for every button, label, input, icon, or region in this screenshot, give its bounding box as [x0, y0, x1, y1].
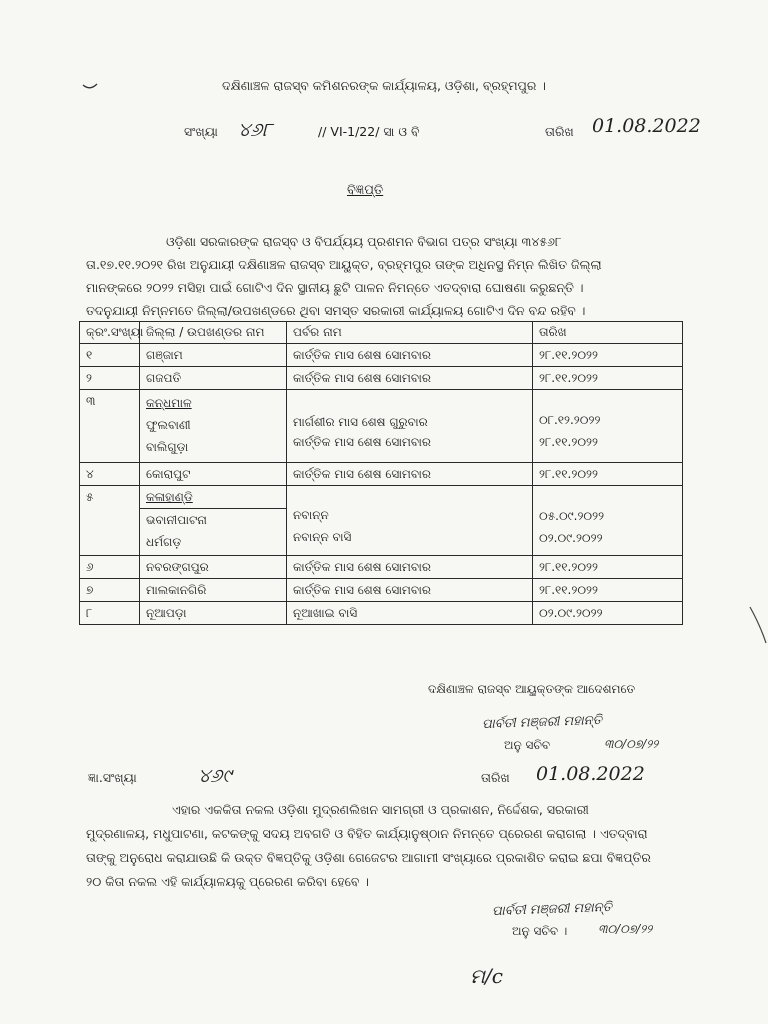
- cell-date: ୨୮.୧୧.୨୦୨୨: [533, 556, 683, 579]
- office-header: ଦକ୍ଷିଣାଞ୍ଚଳ ରାଜସ୍ବ କମିଶନରଙ୍କ କାର୍ଯ୍ୟାଳୟ, ଓଡ଼ିଶା, ବ୍ରହ୍ମପୁର ।: [222, 78, 546, 93]
- table-row: [80, 579, 683, 602]
- cell-festival: କାର୍ତ୍ତିକ ମାସ ଶେଷ ସୋମବାର: [287, 463, 533, 486]
- number-value: ୪୬୮: [238, 119, 273, 141]
- district-name: କନ୍ଧମାଳ: [146, 396, 192, 410]
- cell-serial: ୮: [80, 602, 140, 625]
- holiday-table: [79, 321, 683, 625]
- order-line: ଦକ୍ଷିଣାଞ୍ଚଳ ରାଜସ୍ବ ଆୟୁକ୍ତଙ୍କ ଆଦେଶମତେ: [428, 682, 636, 696]
- notice-title: ବିଜ୍ଞପ୍ତି: [347, 183, 384, 198]
- cell-date: ୨୮.୧୧.୨୦୨୨: [533, 579, 683, 602]
- notice-line: ଓଡ଼ିଶା ସରକାରଙ୍କ ରାଜସ୍ବ ଓ ବିପର୍ଯ୍ୟୟ ପ୍ରଶମନ ବିଭାଗ ପତ୍ର ସଂଖ୍ୟା ୩୪୫୬୮: [166, 234, 562, 249]
- cell-district: ନବରଙ୍ଗପୁର: [140, 556, 287, 579]
- date-label: ତାରିଖ: [545, 124, 574, 139]
- memo-line: ୨୦ କିତା ନକଲ ଏହି କାର୍ଯ୍ୟାଳୟକୁ ପ୍ରେରଣ କରିବା ହେବେ ।: [86, 874, 370, 889]
- cell-serial: ୭: [80, 579, 140, 602]
- festival-name: ନବାନ୍ନ: [293, 507, 329, 522]
- cell-festival: [287, 486, 533, 556]
- file-reference: // VI-1/22/ ସା ଓ ବି: [318, 124, 420, 139]
- cell-festival: କାର୍ତ୍ତିକ ମାସ ଶେଷ ସୋମବାର: [287, 556, 533, 579]
- cell-date: ୨୮.୧୧.୨୦୨୨: [533, 367, 683, 390]
- date-value: 01.08.2022: [592, 115, 701, 137]
- table-row: [80, 390, 683, 463]
- cell-district: ନୂଆପଡ଼ା: [140, 602, 287, 625]
- cell-district: କୋରାପୁଟ: [140, 463, 287, 486]
- district-name: କଳାହାଣ୍ଡି: [140, 486, 286, 509]
- initials-mark: ମ/c: [470, 964, 503, 988]
- cell-festival: କାର୍ତ୍ତିକ ମାସ ଶେଷ ସୋମବାର: [287, 579, 533, 602]
- table-row: [80, 344, 683, 367]
- cell-festival: [287, 390, 533, 463]
- cell-serial: ୬: [80, 556, 140, 579]
- festival-name: ନବାନ୍ନ ବାସି: [293, 529, 352, 544]
- table-row: [80, 556, 683, 579]
- cell-date: ୨୮.୧୧.୨୦୨୨: [533, 344, 683, 367]
- cell-festival: କାର୍ତ୍ତିକ ମାସ ଶେଷ ସୋମବାର: [287, 367, 533, 390]
- memo-number-value: ୪୬୯: [198, 765, 232, 787]
- header-date: ତାରିଖ: [533, 322, 683, 344]
- subdivision-name: ଧର୍ମଗଡ଼: [146, 535, 182, 549]
- cell-date: [533, 486, 683, 556]
- memo-line: ଏହାର ଏକକିତା ନକଲ ଓଡ଼ିଶା ମୁଦ୍ରଣଲିଖନ ସାମଗ୍ରୀ ଓ ପ୍ରକାଶନ, ନିର୍ଦ୍ଦେଶକ, ସରକାରୀ: [172, 802, 589, 817]
- cell-district: [140, 486, 287, 556]
- cell-date: ୦୨.୦୯.୨୦୨୨: [533, 602, 683, 625]
- memo-date-label: ତାରିଖ: [481, 770, 510, 785]
- festival-name: କାର୍ତ୍ତିକ ମାସ ଶେଷ ସୋମବାର: [293, 435, 431, 449]
- signature-date: ୩୦/୦୭/୨୨: [598, 922, 653, 936]
- date-entry: ୨୮.୧୧.୨୦୨୨: [539, 435, 598, 449]
- cell-district: ଗଞ୍ଜାମ: [140, 344, 287, 367]
- subdivision-name: ଭବାନୀପାଟନା: [146, 513, 207, 527]
- cell-serial: ୧: [80, 344, 140, 367]
- table-row: [80, 486, 683, 556]
- cell-district: ଗଜପତି: [140, 367, 287, 390]
- cell-district: [140, 390, 287, 463]
- notice-line: ତଦନୁଯାୟୀ ନିମ୍ନମତେ ଜିଲ୍ଲା/ଉପଖଣ୍ଡରେ ଥିବା ସମସ୍ତ ସରକାରୀ କାର୍ଯ୍ୟାଳୟ ଗୋଟିଏ ଦିନ ବନ୍ଦ ରହିବ ।: [86, 303, 586, 318]
- cell-serial: ୩: [80, 390, 140, 463]
- signature-date: ୩୦/୦୭/୨୨: [604, 737, 659, 751]
- signature-name: ପାର୍ବତୀ ମଞ୍ଜରୀ ମହାନ୍ତି: [491, 899, 613, 920]
- subdivision-name: ବାଲିଗୁଡ଼ା: [146, 440, 189, 454]
- cell-date: [533, 390, 683, 463]
- signature-name: ପାର୍ବତୀ ମଞ୍ଜରୀ ମହାନ୍ତି: [481, 712, 603, 733]
- notice-body: [86, 230, 686, 322]
- memo-body: [86, 798, 686, 894]
- table-row: [80, 463, 683, 486]
- signature-designation: ଅନୁ ସଚିବ ।: [512, 924, 568, 938]
- memo-date-value: 01.08.2022: [536, 763, 645, 785]
- festival-name: ମାର୍ଗଶୀର ମାସ ଶେଷ ଗୁରୁବାର: [293, 415, 428, 429]
- cell-serial: ୪: [80, 463, 140, 486]
- cell-serial: ୫: [80, 486, 140, 556]
- notice-line: ତା.୧୭.୧୧.୨୦୨୧ ରିଖ ଅନୁଯାୟୀ ଦକ୍ଷିଣାଞ୍ଚଳ ରାଜସ୍ବ ଆୟୁକ୍ତ, ବ୍ରହ୍ମପୁର ତାଙ୍କ ଅଧିନସ୍ଥ ନିମ୍ନ ଲିଖିତ ଜିଲ୍ଲା: [86, 257, 602, 272]
- memo-line: ତାଙ୍କୁ ଅନୁରୋଧ କରାଯାଉଛି କି ଉକ୍ତ ବିଜ୍ଞପ୍ତିକୁ ଓଡ଼ିଶା ଗେଜେଟର ଆଗାମୀ ସଂଖ୍ୟାରେ ପ୍ରକାଶିତ କରାଇ ଛପା ବିଜ୍ଞପ୍ତିର: [86, 850, 651, 865]
- date-entry: ୦୫.୦୯.୨୦୨୨: [539, 508, 605, 523]
- table-row: [80, 367, 683, 390]
- cell-date: ୨୮.୧୧.୨୦୨୨: [533, 463, 683, 486]
- cell-festival: କାର୍ତ୍ତିକ ମାସ ଶେଷ ସୋମବାର: [287, 344, 533, 367]
- signature-designation: ଅନୁ ସଚିବ: [504, 738, 551, 752]
- header-festival: ପର୍ବର ନାମ: [287, 322, 533, 344]
- pen-mark: [82, 82, 98, 92]
- date-entry: ୦୨.୦୯.୨୦୨୨: [539, 530, 603, 545]
- memo-line: ମୁଦ୍ରଣାଳୟ, ମଧୁପାଟଣା, କଟକଙ୍କୁ ସଦୟ ଅବଗତି ଓ ବିହିତ କାର୍ଯ୍ୟାନୁଷ୍ଠାନ ନିମନ୍ତେ ପ୍ରେରଣ କରାଗଲା । ଏତଦ୍ବାରା: [86, 826, 648, 841]
- cell-district: ମାଲକାନଗିରି: [140, 579, 287, 602]
- cell-festival: ନୂଆଖାଇ ବାସି: [287, 602, 533, 625]
- header-district: ଜିଲ୍ଲା / ଉପଖଣ୍ଡର ନାମ: [140, 322, 287, 344]
- date-entry: ୦୮.୧୨.୨୦୨୨: [539, 413, 601, 427]
- header-serial: କ୍ରଂ.ସଂଖ୍ୟା: [80, 322, 140, 344]
- subdivision-name: ଫୁଲବାଣୀ: [146, 418, 191, 432]
- notice-line: ମାନଙ୍କରେ ୨୦୨୨ ମସିହା ପାଇଁ ଗୋଟିଏ ଦିନ ସ୍ଥାନୀୟ ଛୁଟି ପାଳନ ନିମନ୍ତେ ଏତଦ୍ବାରା ଘୋଷଣା କରୁଛନ୍ତି ।: [86, 280, 584, 295]
- table-row: [80, 602, 683, 625]
- memo-number-label: ଜ୍ଞା.ସଂଖ୍ୟା: [88, 770, 137, 785]
- number-label: ସଂଖ୍ୟା: [184, 124, 218, 139]
- scan-edge-mark: [748, 605, 768, 645]
- table-header-row: [80, 322, 683, 344]
- cell-serial: ୨: [80, 367, 140, 390]
